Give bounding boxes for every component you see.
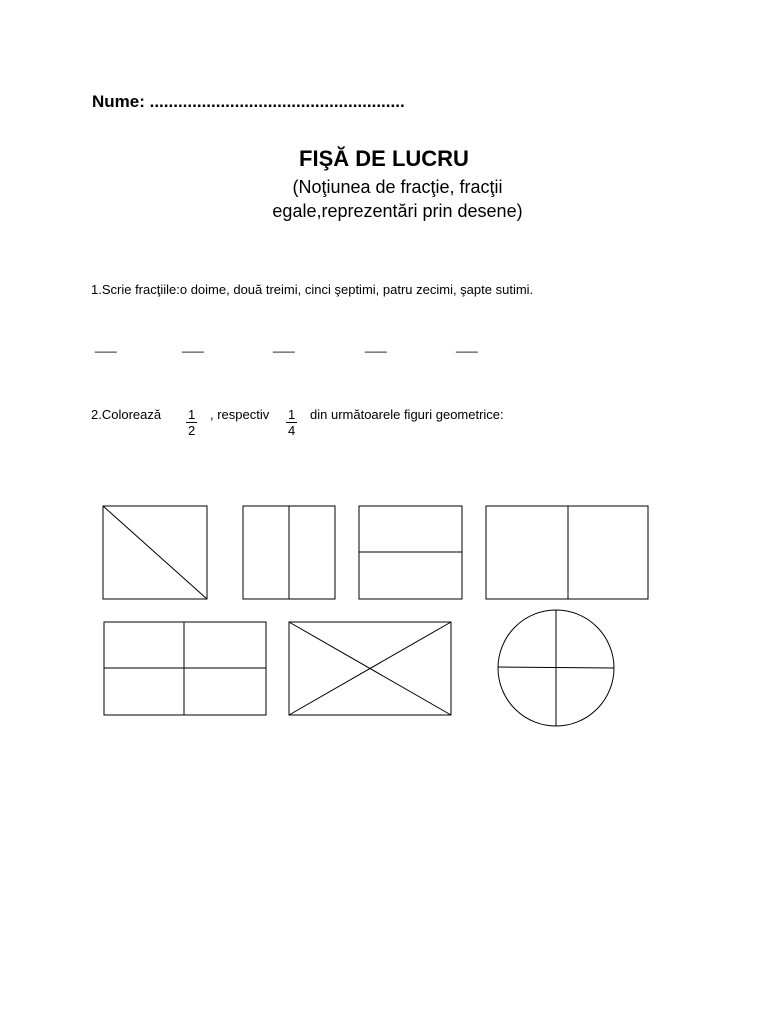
figure-rectangle-diagonal[interactable] [103,506,207,599]
worksheet-title: FIŞĂ DE LUCRU [299,146,469,171]
figure-rectangle-horizontal-halves[interactable] [359,506,462,599]
fraction-2-numerator: 1 [288,407,296,422]
exercise-1-instruction: 1.Scrie fracţiile:o doime, două treimi, cinci şeptimi, patru zecimi, şapte sutimi. [91,282,534,297]
answer-blank-4[interactable]: ___ [365,338,387,353]
answer-blank-5[interactable]: ___ [456,338,478,353]
fraction-1-denominator: 2 [188,423,196,438]
exercise-2-middle: , respectiv [210,407,270,422]
figure-rectangle-quarters[interactable] [104,622,266,715]
answer-blank-2[interactable]: ___ [182,338,204,353]
exercise-2-intro: 2.Colorează [91,407,162,422]
name-field-line[interactable]: Nume: ...................................................... [92,92,405,111]
subtitle-line-2: egale,reprezentări prin desene) [272,201,523,221]
figure-rectangle-x-diagonals[interactable] [289,622,451,715]
fraction-2-denominator: 4 [288,423,296,438]
figure-circle-quarters[interactable] [498,610,614,726]
figure-rectangle-vertical-halves[interactable] [243,506,335,599]
subtitle-line-1: (Noţiunea de fracţie, fracţii [292,177,503,197]
exercise-2-outro: din următoarele figuri geometrice: [310,407,504,422]
figure-rectangle-wide-halves[interactable] [486,506,648,599]
answer-blank-1[interactable]: ___ [95,338,117,353]
answer-blank-3[interactable]: ___ [273,338,295,353]
fraction-1-numerator: 1 [188,407,196,422]
